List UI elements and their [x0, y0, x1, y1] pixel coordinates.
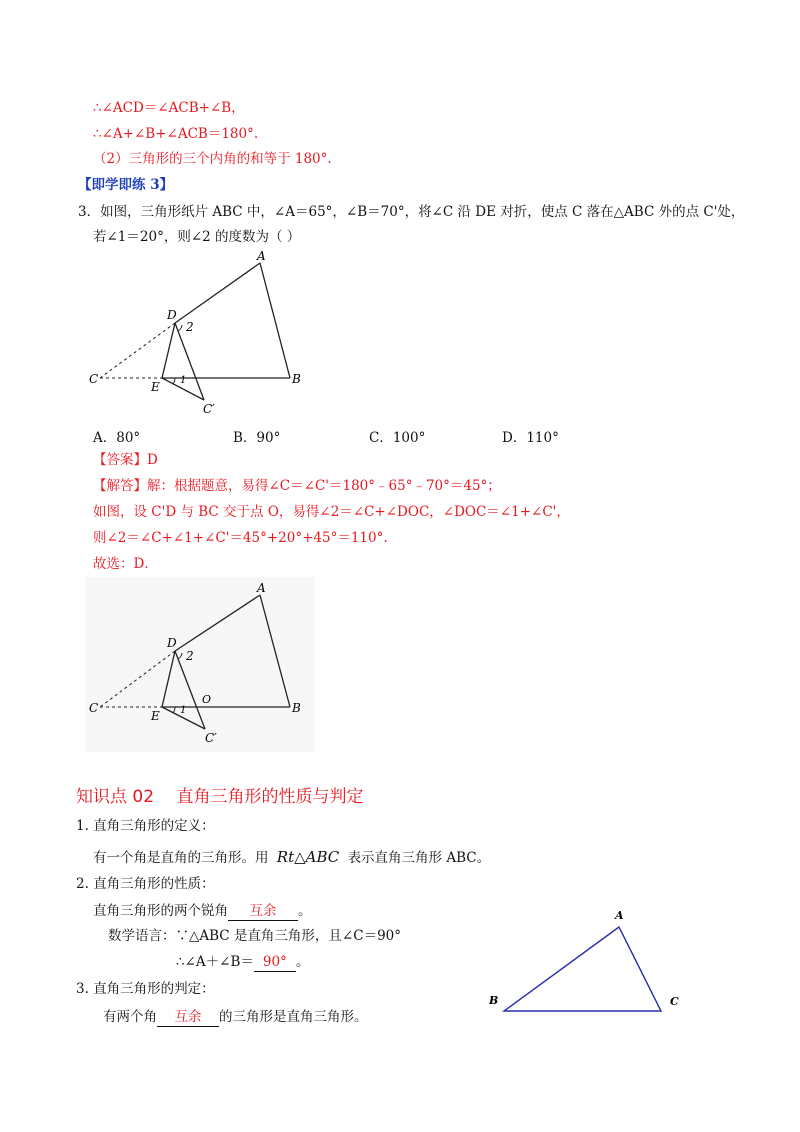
label-angle-2: 2	[186, 320, 194, 334]
analysis-line-3: 则∠2＝∠C+∠1+∠C'＝45°+20°+45°＝110°.	[93, 530, 388, 546]
rt-abc-symbol: Rt△ABC	[276, 848, 340, 866]
item2-blank-answer: 互余	[228, 902, 298, 921]
option-b[interactable]: B．90°	[233, 430, 281, 446]
label-angle-1: 1	[180, 705, 187, 716]
label-a: A	[615, 909, 624, 922]
angle-2-arc	[178, 325, 182, 331]
question-line-2: 若∠1＝20°，则∠2 的度数为（ ）	[93, 229, 301, 245]
label-a: A	[257, 581, 266, 595]
section-title: 知识点 02 直角三角形的性质与判定	[76, 787, 364, 807]
answer-line: 【答案】D	[93, 452, 158, 468]
label-b: B	[292, 701, 301, 715]
edge-dcp	[175, 323, 204, 400]
option-a[interactable]: A．80°	[93, 430, 141, 446]
item3-title: 3. 直角三角形的判定：	[76, 981, 215, 997]
option-c[interactable]: C．100°	[369, 430, 426, 446]
label-b: B	[292, 372, 301, 386]
item3-body	[103, 1008, 368, 1027]
edge-ab	[260, 263, 290, 378]
solution-line-3: （2）三角形的三个内角的和等于 180°.	[93, 151, 332, 167]
math-conclusion-a: ∴∠A＋∠B＝	[176, 954, 254, 970]
solution-line-2: ∴∠A+∠B+∠ACB＝180°.	[93, 126, 259, 142]
item3-blank-answer: 互余	[157, 1008, 219, 1027]
label-c: C	[89, 701, 99, 715]
math-language-line: 数学语言：∵△ABC 是直角三角形，且∠C＝90°	[108, 928, 401, 944]
item3-body-a: 有两个角	[103, 1009, 157, 1025]
math-conclusion-line	[176, 953, 309, 972]
item2-title: 2. 直角三角形的性质：	[76, 876, 215, 892]
label-c-prime: C′	[203, 402, 215, 416]
item1-body-b: 表示直角三角形 ABC。	[347, 850, 491, 866]
analysis-line-2: 如图，设 C'D 与 BC 交于点 O，易得∠2＝∠C+∠DOC，∠DOC＝∠1+∠C'，	[93, 504, 570, 520]
math-blank-answer: 90°	[254, 953, 296, 972]
item1-title: 1. 直角三角形的定义：	[76, 818, 215, 834]
item1-body-a: 有一个角是直角的三角形。用	[93, 850, 269, 866]
label-a: A	[257, 249, 266, 263]
practice-tag: 【即学即练 3】	[78, 177, 174, 193]
label-b: B	[489, 994, 499, 1007]
label-d: D	[167, 636, 177, 650]
item3-body-b: 的三角形是直角三角形。	[219, 1009, 368, 1025]
label-c-prime: C′	[205, 731, 217, 745]
label-c: C	[670, 995, 679, 1008]
label-e: E	[151, 380, 160, 394]
figure-folded-triangle	[85, 245, 315, 420]
figure-right-triangle	[485, 905, 685, 1020]
triangle-abc	[504, 927, 661, 1011]
analysis-line-4: 故选：D．	[93, 556, 158, 572]
label-d: D	[167, 308, 177, 322]
question-line-1: 3．如图，三角形纸片 ABC 中，∠A＝65°，∠B＝70°，将∠C 沿 DE 对折，使点 C 落在△ABC 外的点 C'处，	[78, 204, 745, 220]
math-end: 。	[295, 954, 310, 970]
item2-body-a: 直角三角形的两个锐角	[93, 903, 228, 919]
label-o: O	[202, 693, 212, 706]
analysis-line-1: 【解答】解：根据题意，易得∠C＝∠C'＝180°﹣65°﹣70°＝45°；	[93, 478, 501, 494]
edge-ad	[175, 263, 260, 323]
angle-1-arc	[173, 378, 175, 384]
item2-body-b: 。	[298, 903, 312, 919]
solution-line-1: ∴∠ACD＝∠ACB+∠B，	[93, 100, 245, 116]
label-angle-2: 2	[186, 649, 194, 663]
label-angle-1: 1	[180, 375, 187, 386]
option-d[interactable]: D．110°	[502, 430, 559, 446]
item2-body	[93, 902, 312, 921]
figure-folded-triangle-with-o	[85, 577, 315, 752]
label-c: C	[89, 372, 99, 386]
item1-body	[93, 848, 490, 867]
label-e: E	[151, 709, 160, 723]
